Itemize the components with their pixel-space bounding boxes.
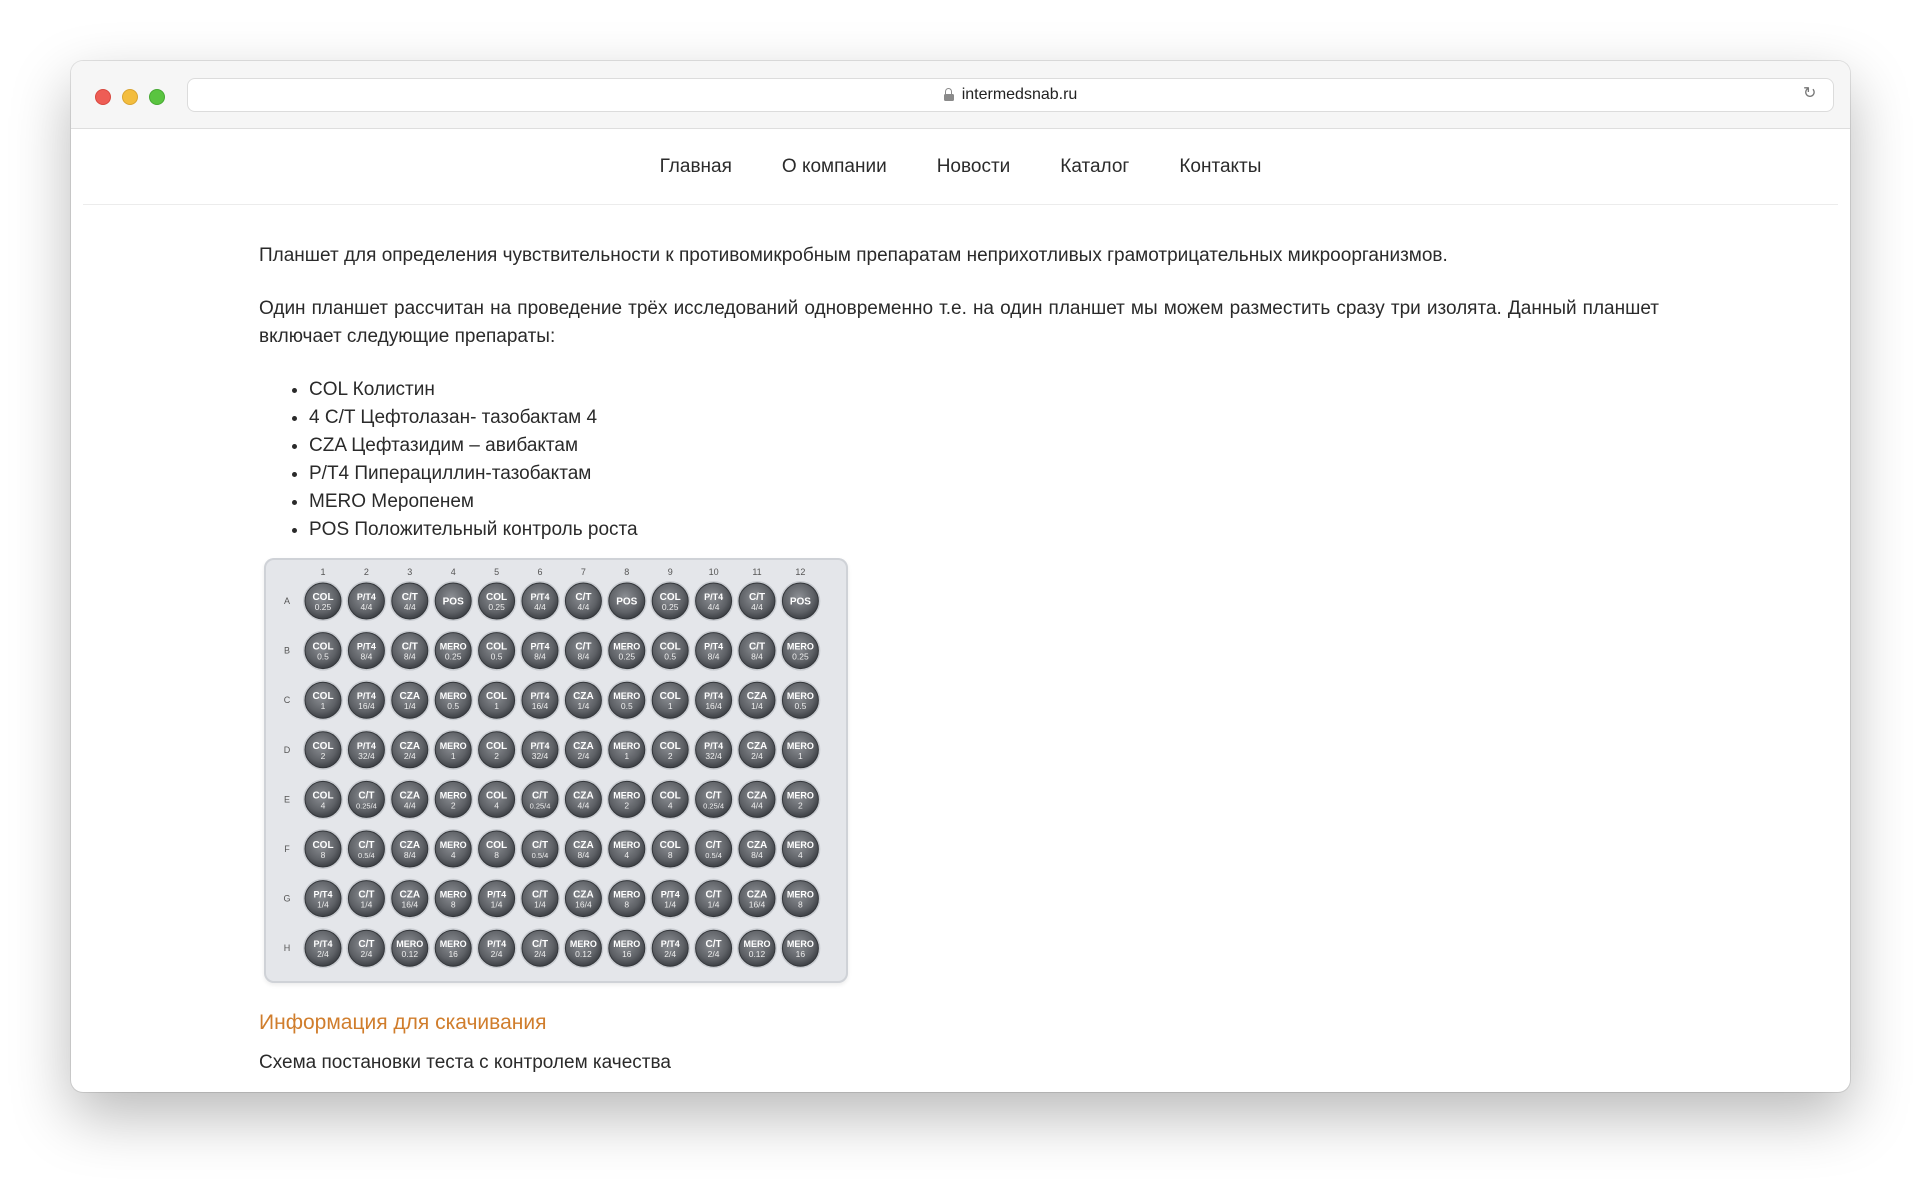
main-navigation <box>83 129 1838 205</box>
well-drug-label: C/T <box>705 840 722 851</box>
row-label: B <box>283 645 291 656</box>
well-drug-label: COL <box>312 691 334 703</box>
well-drug-label: COL <box>486 641 508 653</box>
well-concentration-label: 4/4 <box>577 602 590 612</box>
column-label: 12 <box>795 567 806 577</box>
well-drug-label: C/T <box>531 889 549 901</box>
well-drug-label: MERO <box>786 840 814 850</box>
well-drug-label: CZA <box>399 889 421 901</box>
well-concentration-label: 4/4 <box>403 602 416 612</box>
well-concentration-label: 0.25 <box>618 651 636 662</box>
well-drug-label: MERO <box>439 840 467 850</box>
drug-list <box>259 376 1659 544</box>
well-concentration-label: 4 <box>320 800 326 811</box>
well-drug-label: MERO <box>396 939 424 950</box>
well-concentration-label: 4 <box>624 850 630 860</box>
description-paragraph: Один планшет рассчитан на проведение трёх исследований одновременно т.е. на один планшет мы можем разместить сразу три изолята. Данный планшет включает следующие препараты: <box>259 298 1659 347</box>
row-label: D <box>283 744 291 755</box>
column-label: 7 <box>580 567 586 577</box>
well-drug-label: P/T4 <box>313 889 333 900</box>
well-concentration-label: 4/4 <box>534 602 546 612</box>
well-concentration-label: 8/4 <box>751 651 763 662</box>
nav-item-home[interactable]: Главная <box>659 155 732 177</box>
well-concentration-label: 2/4 <box>403 750 416 761</box>
well-concentration-label: 16/4 <box>575 899 592 910</box>
well-concentration-label: 2/4 <box>490 949 503 960</box>
well-drug-label: MERO <box>743 939 771 950</box>
well-drug-label: COL <box>486 840 508 851</box>
well-concentration-label: 16/4 <box>401 899 419 910</box>
well-drug-label: MERO <box>613 840 641 850</box>
well-concentration-label: 0.25/4 <box>529 801 551 811</box>
well-drug-label: C/T <box>358 939 375 951</box>
well-drug-label: MERO <box>439 889 467 900</box>
well-drug-label: COL <box>659 840 681 851</box>
lock-icon <box>944 88 954 101</box>
address-bar[interactable] <box>187 78 1834 112</box>
well-drug-label: COL <box>659 641 681 653</box>
well-drug-label: P/T4 <box>530 592 550 602</box>
page-content <box>259 236 1659 1074</box>
well-drug-label: CZA <box>573 691 594 703</box>
nav-item-about[interactable]: О компании <box>781 155 887 177</box>
well-drug-label: C/T <box>531 790 549 802</box>
column-label: 4 <box>450 567 456 577</box>
well-drug-label: COL <box>659 740 681 752</box>
well-drug-label: P/T4 <box>704 740 724 751</box>
well-concentration-label: 0.25 <box>314 602 332 612</box>
well-drug-label: CZA <box>399 740 421 752</box>
well-drug-label: COL <box>312 641 334 653</box>
well-concentration-label: 8/4 <box>403 850 416 860</box>
well-concentration-label: 1/4 <box>403 701 416 712</box>
well-concentration-label: 0.5 <box>317 651 329 662</box>
well-drug-label: MERO <box>613 939 641 950</box>
well-concentration-label: 32/4 <box>531 750 549 761</box>
well-concentration-label: 1/4 <box>707 899 720 910</box>
well-concentration-label: 0.25 <box>444 651 462 662</box>
well-drug-label: CZA <box>399 840 421 851</box>
well-concentration-label: 1/4 <box>751 701 763 712</box>
plate-image <box>264 558 848 983</box>
well-drug-label: C/T <box>358 840 375 851</box>
row-label: H <box>283 943 291 954</box>
well-concentration-label: 0.25 <box>792 651 809 662</box>
well-concentration-label: 2/4 <box>577 750 590 761</box>
well-concentration-label: 0.5 <box>490 651 503 662</box>
well-drug-label: P/T4 <box>356 740 376 751</box>
well-drug-label: P/T4 <box>530 641 550 652</box>
well-drug-label: P/T4 <box>487 889 507 900</box>
well-drug-label: C/T <box>575 641 592 653</box>
well-drug-label: P/T4 <box>313 939 333 950</box>
well-drug-label: COL <box>659 790 681 802</box>
well-concentration-label: 8 <box>450 899 456 910</box>
well-concentration-label: 4/4 <box>360 602 373 612</box>
column-label: 6 <box>537 567 543 577</box>
well-concentration-label: 8/4 <box>577 651 590 662</box>
list-item: • POS Положительный контроль роста <box>309 516 1659 544</box>
well-concentration-label: 4 <box>798 850 803 860</box>
download-heading[interactable]: Информация для скачивания <box>259 1011 547 1034</box>
well-drug-label: POS <box>616 596 638 608</box>
well-drug-label: CZA <box>573 840 594 851</box>
well-drug-label: CZA <box>746 889 768 901</box>
well-drug-label: CZA <box>399 691 421 703</box>
well-concentration-label: 8 <box>320 850 326 860</box>
well-concentration-label: 8/4 <box>403 651 416 662</box>
well-concentration-label: 0.5/4 <box>358 851 375 860</box>
well-drug-label: MERO <box>613 691 641 702</box>
well-concentration-label: 32/4 <box>358 750 375 761</box>
reload-icon[interactable]: ↻ <box>1803 85 1817 102</box>
column-label: 3 <box>407 567 413 577</box>
well-drug-label: C/T <box>575 592 592 603</box>
well-drug-label: MERO <box>613 790 641 801</box>
well-drug-label: MERO <box>786 641 814 652</box>
well-concentration-label: 0.12 <box>748 949 766 960</box>
well-concentration-label: 2/4 <box>360 949 373 960</box>
well-concentration-label: 1/4 <box>534 899 546 910</box>
well-concentration-label: 0.12 <box>401 949 419 960</box>
well-concentration-label: 4/4 <box>751 800 763 811</box>
well-drug-label: MERO <box>439 740 467 751</box>
well-concentration-label: 0.5 <box>664 651 677 662</box>
row-label: A <box>283 596 291 606</box>
well-drug-label: P/T4 <box>530 691 550 702</box>
well-drug-label: CZA <box>399 790 421 802</box>
list-item: • 4 C/T Цефтолазан- тазобактам 4 <box>309 404 1659 432</box>
well-drug-label: P/T4 <box>530 740 550 751</box>
well-concentration-label: 2 <box>320 750 326 761</box>
well-concentration-label: 4 <box>494 800 499 811</box>
well-drug-label: COL <box>659 592 681 603</box>
well-drug-label: C/T <box>705 889 722 901</box>
row-label: E <box>283 794 291 805</box>
well-drug-label: MERO <box>439 939 467 950</box>
well-concentration-label: 1 <box>798 750 803 761</box>
well-concentration-label: 1/4 <box>490 899 503 910</box>
well-drug-label: C/T <box>531 840 549 851</box>
well-drug-label: COL <box>312 790 334 802</box>
well-concentration-label: 4/4 <box>403 800 416 811</box>
well-concentration-label: 0.5 <box>794 701 807 712</box>
well-drug-label: CZA <box>573 790 594 802</box>
well-concentration-label: 0.25/4 <box>703 801 725 811</box>
well-concentration-label: 32/4 <box>705 750 722 761</box>
well-drug-label: COL <box>659 691 681 703</box>
well-drug-label: C/T <box>531 939 549 951</box>
well-concentration-label: 2 <box>798 800 803 811</box>
well-drug-label: POS <box>789 596 811 608</box>
well-concentration-label: 8/4 <box>707 651 720 662</box>
well-drug-label: C/T <box>401 592 418 603</box>
well-concentration-label: 4 <box>450 850 456 860</box>
well-concentration-label: 0.5 <box>447 701 460 712</box>
plate-diagram <box>264 558 848 983</box>
well-drug-label: COL <box>486 790 508 802</box>
column-label: 5 <box>494 567 500 577</box>
well-concentration-label: 8 <box>624 899 630 910</box>
well-drug-label: C/T <box>401 641 418 653</box>
well-concentration-label: 16 <box>795 949 806 960</box>
well-drug-label: C/T <box>358 790 375 802</box>
well-drug-label: MERO <box>786 790 814 801</box>
well-concentration-label: 2 <box>624 800 630 811</box>
well-concentration-label: 8 <box>667 850 673 860</box>
well-drug-label: MERO <box>786 740 814 751</box>
well-drug-label: C/T <box>748 641 766 653</box>
well-concentration-label: 16 <box>622 949 632 960</box>
well-concentration-label: 8/4 <box>534 651 546 662</box>
well-drug-label: CZA <box>746 840 768 851</box>
list-item: • CZA Цефтазидим – авибактам <box>309 432 1659 460</box>
well-drug-label: MERO <box>613 889 641 900</box>
well-concentration-label: 16/4 <box>358 701 375 712</box>
well-drug-label: COL <box>486 592 508 603</box>
well-drug-label: COL <box>312 592 334 603</box>
browser-window <box>71 61 1850 1092</box>
well-concentration-label: 16/4 <box>748 899 766 910</box>
well-drug-label: MERO <box>613 641 641 652</box>
close-window-button[interactable] <box>95 89 111 105</box>
well-drug-label: MERO <box>439 790 467 801</box>
scheme-link[interactable]: Схема постановки теста с контролем качества <box>259 1052 671 1073</box>
well-drug-label: CZA <box>573 740 594 752</box>
well-concentration-label: 1 <box>624 750 630 761</box>
well-concentration-label: 0.25 <box>661 602 679 612</box>
well-concentration-label: 2 <box>667 750 673 761</box>
well-drug-label: P/T4 <box>356 641 376 652</box>
well-drug-label: MERO <box>613 740 641 751</box>
column-label: 11 <box>752 567 762 577</box>
well-concentration-label: 1/4 <box>317 899 329 910</box>
nav-item-contacts[interactable]: Контакты <box>1179 155 1262 177</box>
row-label: C <box>283 695 291 706</box>
intro-paragraph: Планшет для определения чувствительности к противомикробным препаратам неприхотливых грамотрицательных микроорганизмов. <box>259 245 1448 266</box>
well-concentration-label: 0.5 <box>620 701 633 712</box>
well-drug-label: MERO <box>439 641 467 652</box>
well-drug-label: C/T <box>705 790 722 802</box>
well-concentration-label: 2 <box>450 800 456 811</box>
well-drug-label: P/T4 <box>356 691 376 702</box>
browser-titlebar <box>71 61 1850 129</box>
well-concentration-label: 16/4 <box>705 701 722 712</box>
well-concentration-label: 0.5/4 <box>705 851 722 860</box>
well-drug-label: P/T4 <box>660 939 680 950</box>
well-concentration-label: 1 <box>450 750 456 761</box>
well-concentration-label: 2/4 <box>707 949 720 960</box>
well-concentration-label: 1/4 <box>577 701 590 712</box>
well-drug-label: CZA <box>746 740 768 752</box>
nav-item-catalog[interactable]: Каталог <box>1060 155 1130 177</box>
list-item: • COL Колистин <box>309 376 1659 404</box>
well-concentration-label: 1/4 <box>360 899 373 910</box>
well-drug-label: MERO <box>786 939 814 950</box>
well-concentration-label: 4 <box>667 800 673 811</box>
well-concentration-label: 8/4 <box>577 850 590 860</box>
well-drug-label: C/T <box>748 592 766 603</box>
well-drug-label: P/T4 <box>704 641 724 652</box>
column-label: 9 <box>667 567 673 577</box>
well-drug-label: CZA <box>746 691 768 703</box>
well-drug-label: P/T4 <box>660 889 680 900</box>
minimize-window-button[interactable] <box>122 89 138 105</box>
well-drug-label: POS <box>442 596 464 608</box>
column-label: 2 <box>363 567 369 577</box>
well-drug-label: COL <box>486 740 508 752</box>
well-concentration-label: 4/4 <box>577 800 590 811</box>
zoom-window-button[interactable] <box>149 89 165 105</box>
well-concentration-label: 1/4 <box>664 899 677 910</box>
well-concentration-label: 16 <box>448 949 458 960</box>
well-concentration-label: 0.25 <box>488 602 505 612</box>
well-concentration-label: 1 <box>667 701 673 712</box>
well-concentration-label: 8 <box>798 899 803 910</box>
row-label: F <box>284 844 290 854</box>
well-drug-label: COL <box>312 840 334 851</box>
url-text: intermedsnab.ru <box>961 86 1078 103</box>
well-drug-label: P/T4 <box>356 592 376 602</box>
well-drug-label: COL <box>312 740 334 752</box>
well-concentration-label: 8 <box>494 850 499 860</box>
well-concentration-label: 2/4 <box>534 949 546 960</box>
well-concentration-label: 0.12 <box>575 949 592 960</box>
well-drug-label: P/T4 <box>704 691 724 702</box>
well-concentration-label: 16/4 <box>531 701 549 712</box>
well-concentration-label: 1 <box>494 701 499 712</box>
well-concentration-label: 2 <box>494 750 499 761</box>
well-concentration-label: 8/4 <box>751 850 763 860</box>
well-drug-label: P/T4 <box>704 592 724 602</box>
well-concentration-label: 4/4 <box>751 602 763 612</box>
list-item: • P/T4 Пиперациллин-тазобактам <box>309 460 1659 488</box>
well-concentration-label: 2/4 <box>317 949 329 960</box>
well-drug-label: P/T4 <box>487 939 507 950</box>
list-item: • MERO Меропенем <box>309 488 1659 516</box>
well-concentration-label: 8/4 <box>360 651 373 662</box>
well-concentration-label: 1 <box>320 701 326 712</box>
well-drug-label: C/T <box>705 939 722 951</box>
well-drug-label: MERO <box>786 691 814 702</box>
column-label: 1 <box>320 567 326 577</box>
well-drug-label: MERO <box>439 691 467 702</box>
column-label: 8 <box>624 567 630 577</box>
well-drug-label: MERO <box>569 939 597 950</box>
well-drug-label: MERO <box>786 889 814 900</box>
nav-item-news[interactable]: Новости <box>936 155 1011 177</box>
well-drug-label: CZA <box>573 889 594 901</box>
well-drug-label: COL <box>486 691 508 703</box>
well-drug-label: C/T <box>358 889 375 901</box>
well-drug-label: CZA <box>746 790 768 802</box>
well-concentration-label: 0.25/4 <box>355 801 377 811</box>
window-controls <box>95 89 165 105</box>
well-concentration-label: 2/4 <box>664 949 677 960</box>
well-concentration-label: 4/4 <box>707 602 720 612</box>
well-concentration-label: 0.5/4 <box>531 851 549 860</box>
row-label: G <box>283 893 291 904</box>
column-label: 10 <box>708 567 719 577</box>
well-concentration-label: 2/4 <box>751 750 763 761</box>
